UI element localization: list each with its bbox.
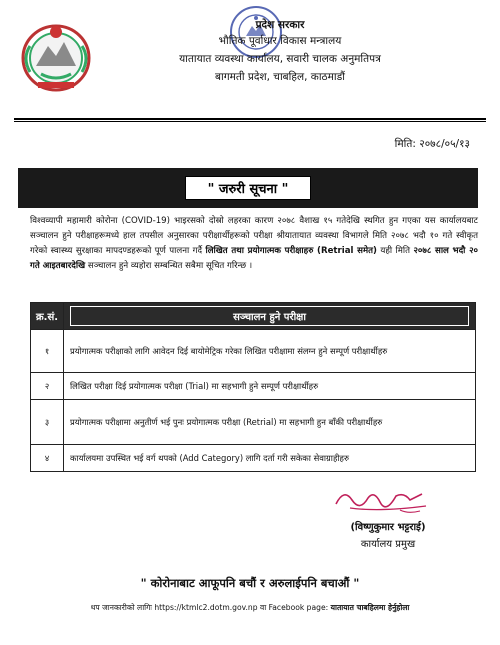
nepal-emblem-icon — [16, 16, 96, 94]
paragraph-part-2: यही मिति — [376, 246, 414, 256]
signature-icon — [330, 482, 440, 516]
signatory-name: (विष्णुकुमार भट्टराई) — [350, 522, 426, 533]
footer-info-bold: यातायात चाबहिलमा हेर्नुहोला — [330, 603, 410, 612]
table-header-row — [31, 303, 476, 330]
table-header-title-cell — [64, 303, 476, 330]
notice-paragraph — [30, 214, 478, 274]
paragraph-bold-2: २०७८ साल भदौ २० गते आइतबारदेखि — [30, 246, 479, 271]
table-row — [31, 373, 476, 400]
paragraph-part-1: विश्वव्यापी महामारी कोरोना (COVID-19) भाइरसको दोस्रो लहरका कारण २०७८ वैशाख १५ गतेदेखि स्थगित हुन गएका यस कार्यालयबाट सञ्चालन हुने परीक्षाहरूमध्ये हाल तपसील अनुसारका परीक्षार्थीहरूको परीक्षा श्रीयातायात व्यवस्था विभागले मिति २०७८ भदौ १० गते स्वीकृत गरेको स्वास्थ्य सुरक्षाका मापदण्डहरूको पूर्ण पालना गर्दै — [30, 216, 478, 256]
header-line-1: प्रदेश सरकार — [255, 19, 305, 31]
header-line-2: भौतिक पूर्वाधार विकास मन्त्रालय — [218, 35, 342, 47]
notice-date: मिति: २०७८/०५/१३ — [394, 138, 470, 150]
footer-info-text: थप जानकारीको लागिः https://ktmlc2.dotm.gov.np वा Facebook page: — [90, 603, 331, 612]
table-header-title: सञ्चालन हुने परीक्षा — [70, 306, 469, 326]
table-row — [31, 330, 476, 373]
header-divider — [14, 118, 486, 120]
paragraph-part-3: सञ्चालन हुने व्यहोरा सम्बन्धित सबैमा सूचित गरिन्छ । — [85, 261, 253, 271]
header-line-4: बागमती प्रदेश, चाबहिल, काठमाडौं — [214, 71, 345, 83]
row-text: कार्यालयमा उपस्थित भई वर्ग थपको (Add Category) लागि दर्ता गरी सकेका सेवाग्राहीहरु — [64, 445, 476, 472]
row-number: ४ — [31, 445, 64, 472]
row-number: ३ — [31, 400, 64, 445]
row-text: प्रयोगात्मक परीक्षाको लागि आवेदन दिई बायोमेट्रिक गरेका लिखित परीक्षामा संलग्न हुने सम्पूर्ण परीक्षार्थीहरु — [64, 330, 476, 373]
header-line-3: यातायात व्यवस्था कार्यालय, सवारी चालक अनुमतिपत्र — [179, 53, 381, 65]
table-header-num: क्र.सं. — [31, 303, 64, 330]
header-divider-thin — [14, 121, 486, 122]
notice-banner — [18, 168, 478, 208]
paragraph-bold-1: लिखित तथा प्रयोगात्मक परीक्षाहरु (Retrial समेत) — [205, 246, 377, 256]
exam-table — [30, 302, 476, 472]
row-text: लिखित परीक्षा दिई प्रयोगात्मक परीक्षा (Trial) मा सहभागी हुने सम्पूर्ण परीक्षार्थीहरु — [64, 373, 476, 400]
row-number: २ — [31, 373, 64, 400]
table-row — [31, 445, 476, 472]
footer-info — [20, 603, 480, 613]
row-text: प्रयोगात्मक परीक्षामा अनुतीर्ण भई पुनः प्रयोगात्मक परीक्षा (Retrial) मा सहभागी हुन बाँकी परीक्षार्थीहरु — [64, 400, 476, 445]
signatory-title: कार्यालय प्रमुख — [360, 539, 416, 550]
slogan: " कोरोनाबाट आफूपनि बचौं र अरुलाईपनि बचाऔं " — [140, 576, 360, 590]
row-number: १ — [31, 330, 64, 373]
table-row — [31, 400, 476, 445]
notice-title: " जरुरी सूचना " — [185, 176, 312, 200]
